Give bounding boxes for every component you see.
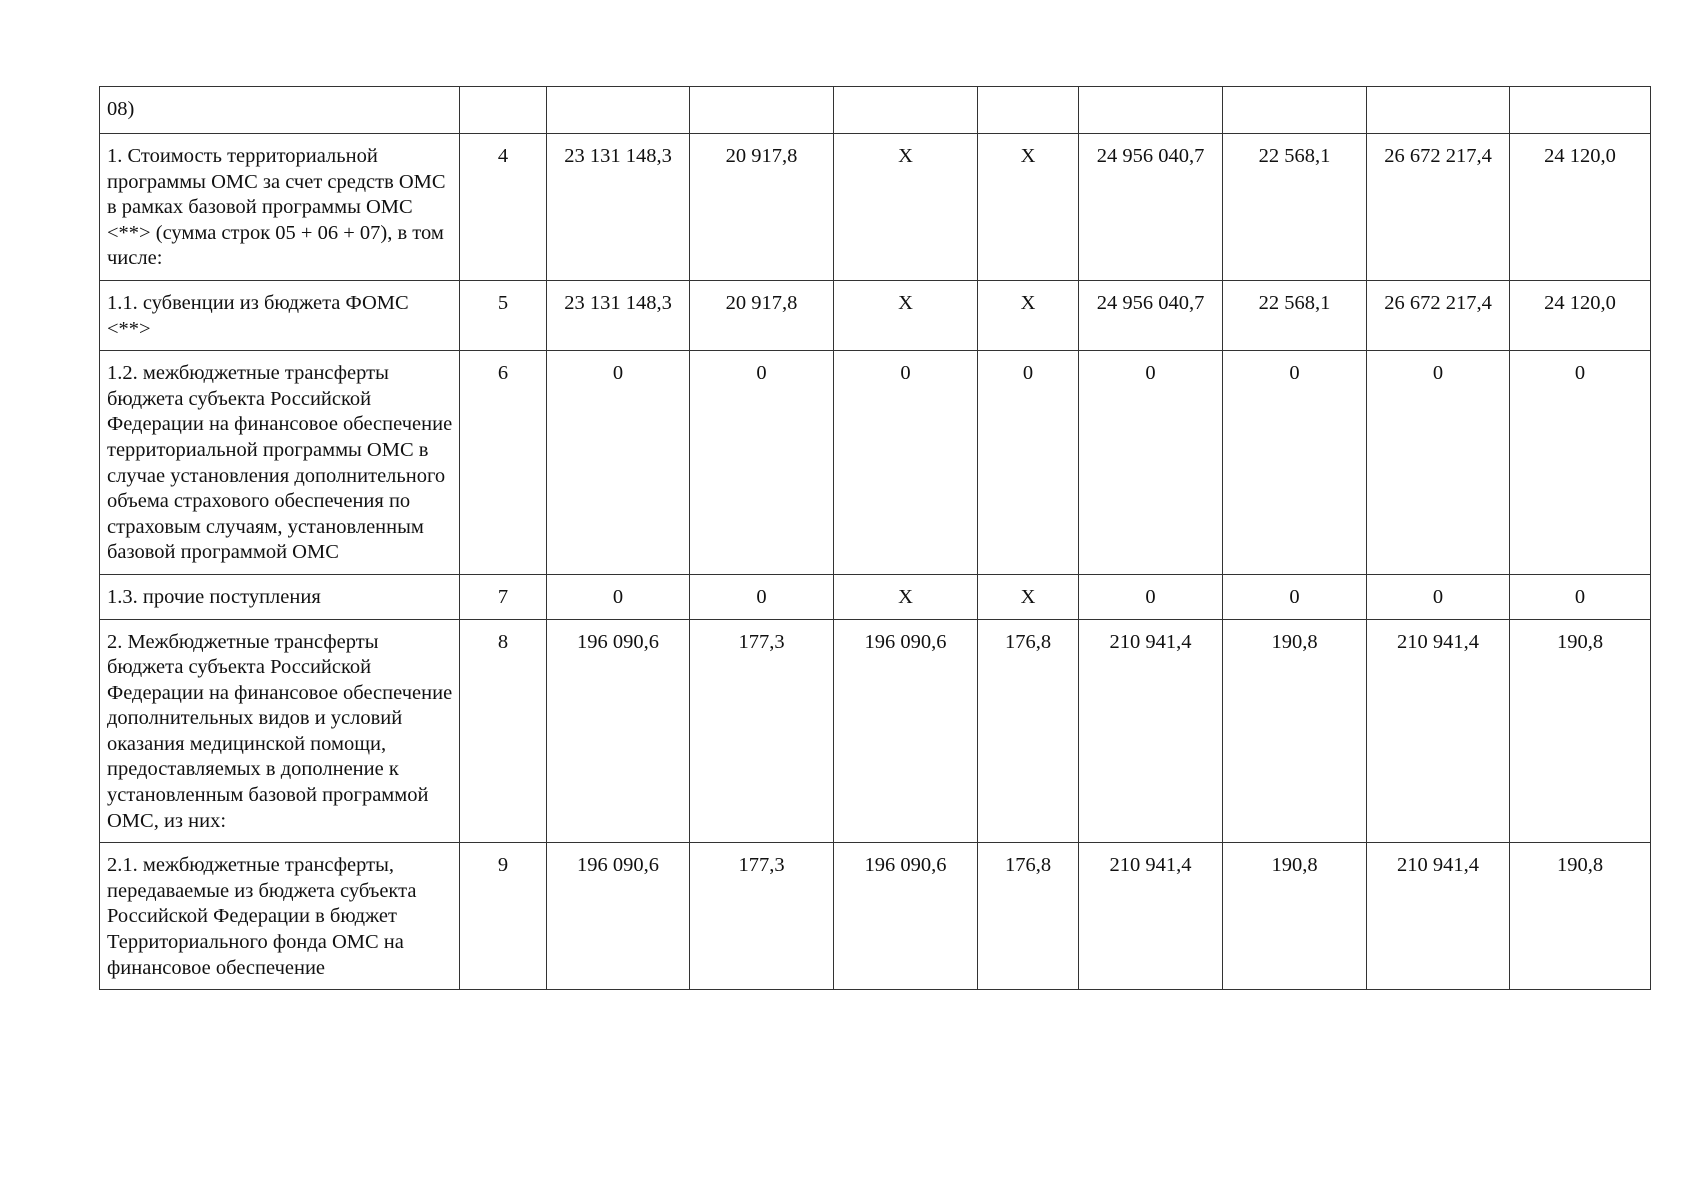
row-label-cell: 1. Стоимость территориальной программы ОМС за счет средств ОМС в рамках базовой программы ОМС <**> (сумма строк 05 + 06 + 07), в том числе: <box>100 134 460 281</box>
row-label-cell: 1.3. прочие поступления <box>100 574 460 619</box>
row-label-cell: 2. Межбюджетные трансферты бюджета субъекта Российской Федерации на финансовое обеспечение дополнительных видов и условий оказания медицинской помощи, предоставляемых в дополнение к установленным базовой программой ОМС, из них: <box>100 619 460 843</box>
table-body <box>100 87 1651 990</box>
value-cell: 190,8 <box>1510 619 1651 843</box>
value-cell: 20 917,8 <box>690 134 834 281</box>
value-cell: 0 <box>1223 574 1367 619</box>
value-cell <box>547 87 690 134</box>
row-line-number-cell: 8 <box>460 619 547 843</box>
value-cell: 0 <box>978 351 1079 575</box>
value-cell: 210 941,4 <box>1367 843 1510 990</box>
value-cell: X <box>978 134 1079 281</box>
table-row <box>100 87 1651 134</box>
value-cell: 24 956 040,7 <box>1079 134 1223 281</box>
value-cell: 0 <box>1367 574 1510 619</box>
value-cell <box>978 87 1079 134</box>
value-cell: 190,8 <box>1223 619 1367 843</box>
value-cell: 196 090,6 <box>547 619 690 843</box>
value-cell <box>690 87 834 134</box>
value-cell: 23 131 148,3 <box>547 134 690 281</box>
table-row <box>100 351 1651 575</box>
table-row <box>100 134 1651 281</box>
table-row <box>100 619 1651 843</box>
value-cell: X <box>834 574 978 619</box>
value-cell: 0 <box>1510 574 1651 619</box>
row-line-number-cell <box>460 87 547 134</box>
value-cell: 190,8 <box>1510 843 1651 990</box>
row-label-cell: 1.1. субвенции из бюджета ФОМС <**> <box>100 280 460 350</box>
row-line-number-cell: 5 <box>460 280 547 350</box>
value-cell: 196 090,6 <box>834 843 978 990</box>
value-cell: 0 <box>547 574 690 619</box>
row-line-number-cell: 6 <box>460 351 547 575</box>
table-row <box>100 574 1651 619</box>
value-cell: 24 120,0 <box>1510 280 1651 350</box>
value-cell <box>1367 87 1510 134</box>
row-label-cell: 2.1. межбюджетные трансферты, передаваемые из бюджета субъекта Российской Федерации в бюджет Территориального фонда ОМС на финансовое обеспечение <box>100 843 460 990</box>
value-cell: X <box>978 280 1079 350</box>
value-cell: 210 941,4 <box>1079 619 1223 843</box>
value-cell: 210 941,4 <box>1367 619 1510 843</box>
value-cell <box>834 87 978 134</box>
value-cell: 0 <box>690 351 834 575</box>
row-line-number-cell: 9 <box>460 843 547 990</box>
value-cell: 196 090,6 <box>547 843 690 990</box>
value-cell: 24 120,0 <box>1510 134 1651 281</box>
value-cell: 210 941,4 <box>1079 843 1223 990</box>
value-cell: 0 <box>547 351 690 575</box>
value-cell: 0 <box>1079 351 1223 575</box>
value-cell: 0 <box>1367 351 1510 575</box>
value-cell: 177,3 <box>690 619 834 843</box>
table-row <box>100 843 1651 990</box>
value-cell: 24 956 040,7 <box>1079 280 1223 350</box>
value-cell: 0 <box>1079 574 1223 619</box>
financing-table <box>99 86 1651 990</box>
value-cell: 26 672 217,4 <box>1367 134 1510 281</box>
value-cell: 190,8 <box>1223 843 1367 990</box>
value-cell: 23 131 148,3 <box>547 280 690 350</box>
value-cell: 0 <box>834 351 978 575</box>
value-cell: X <box>834 280 978 350</box>
value-cell: 22 568,1 <box>1223 280 1367 350</box>
row-line-number-cell: 7 <box>460 574 547 619</box>
value-cell: 196 090,6 <box>834 619 978 843</box>
row-label-cell: 08) <box>100 87 460 134</box>
value-cell: 176,8 <box>978 843 1079 990</box>
table-row <box>100 280 1651 350</box>
value-cell: 0 <box>690 574 834 619</box>
value-cell: X <box>834 134 978 281</box>
value-cell: 0 <box>1223 351 1367 575</box>
row-line-number-cell: 4 <box>460 134 547 281</box>
value-cell: X <box>978 574 1079 619</box>
value-cell <box>1079 87 1223 134</box>
value-cell <box>1223 87 1367 134</box>
value-cell: 0 <box>1510 351 1651 575</box>
value-cell: 26 672 217,4 <box>1367 280 1510 350</box>
row-label-cell: 1.2. межбюджетные трансферты бюджета субъекта Российской Федерации на финансовое обеспечение территориальной программы ОМС в случае установления дополнительного объема страхового обеспечения по страховым случаям, установленным базовой программой ОМС <box>100 351 460 575</box>
value-cell <box>1510 87 1651 134</box>
value-cell: 177,3 <box>690 843 834 990</box>
value-cell: 20 917,8 <box>690 280 834 350</box>
value-cell: 22 568,1 <box>1223 134 1367 281</box>
value-cell: 176,8 <box>978 619 1079 843</box>
